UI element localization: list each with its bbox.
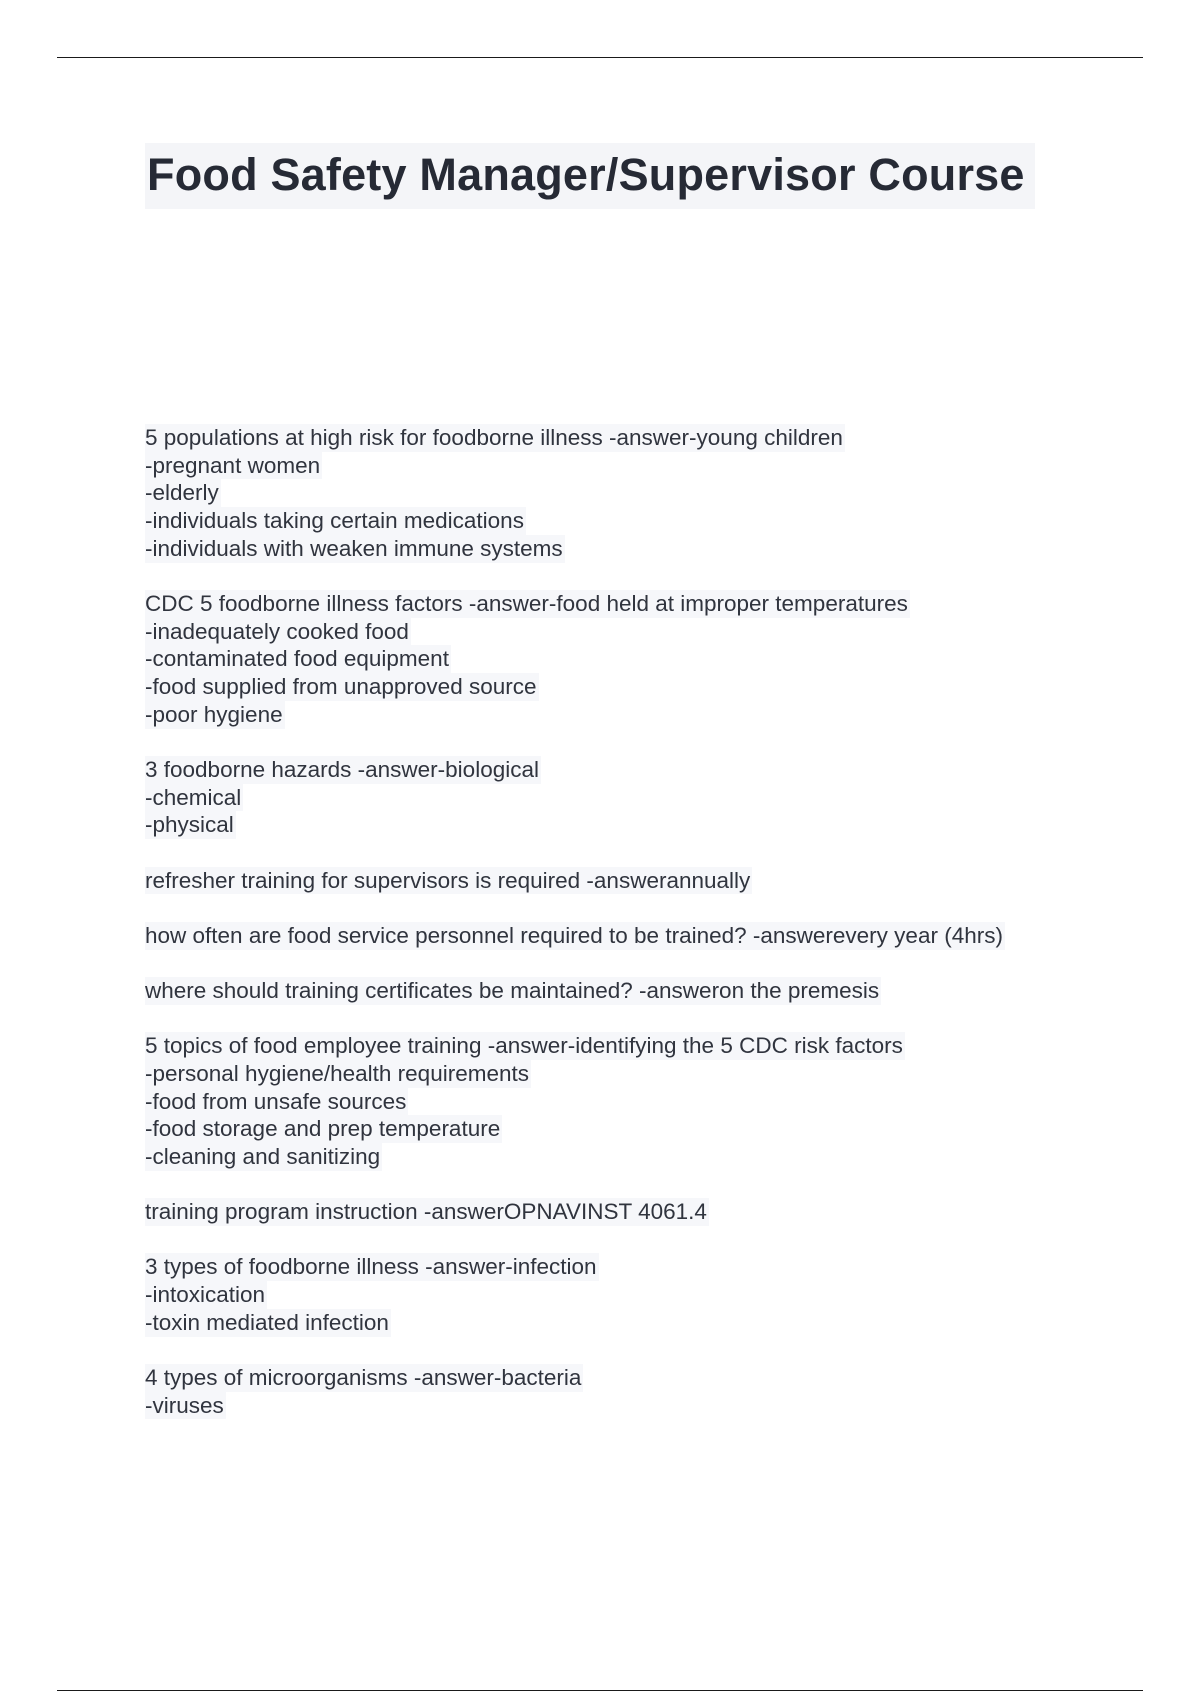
qa-answer-line: -physical: [145, 812, 234, 838]
qa-question-line: where should training certificates be maintained? -answeron the premesis: [145, 978, 880, 1004]
qa-answer-line: -pregnant women: [145, 452, 321, 478]
qa-item: [145, 756, 1105, 839]
qa-answer-line: -food from unsafe sources: [145, 1088, 407, 1114]
qa-answer-line: -individuals taking certain medications: [145, 508, 524, 534]
page-title: Food Safety Manager/Supervisor Course: [145, 143, 1035, 209]
qa-answer-line: -cleaning and sanitizing: [145, 1144, 381, 1170]
qa-question-line: how often are food service personnel required to be trained? -answerevery year (4hrs): [145, 922, 1003, 948]
qa-answer-line: -personal hygiene/health requirements: [145, 1060, 529, 1086]
qa-answer-line: -viruses: [145, 1392, 224, 1418]
qa-answer-line: -food supplied from unapproved source: [145, 674, 537, 700]
qa-item: [145, 590, 1105, 729]
qa-question-line: 3 foodborne hazards -answer-biological: [145, 757, 539, 783]
qa-question-line: 5 topics of food employee training -answer-identifying the 5 CDC risk factors: [145, 1033, 903, 1059]
qa-item: [145, 1364, 1105, 1419]
qa-answer-line: -contaminated food equipment: [145, 646, 449, 672]
qa-item: [145, 922, 1105, 950]
qa-question-line: 5 populations at high risk for foodborne illness -answer-young children: [145, 425, 843, 450]
qa-item: [145, 1253, 1105, 1336]
qa-answer-line: -inadequately cooked food: [145, 618, 409, 644]
qa-item: [145, 424, 1105, 563]
qa-question-line: training program instruction -answerOPNAVINST 4061.4: [145, 1199, 707, 1225]
qa-answer-line: -toxin mediated infection: [145, 1309, 389, 1335]
qa-question-line: 3 types of foodborne illness -answer-infection: [145, 1254, 597, 1280]
qa-answer-line: -poor hygiene: [145, 701, 283, 727]
qa-item: [145, 1032, 1105, 1171]
qa-answer-line: -individuals with weaken immune systems: [145, 535, 563, 561]
qa-item: [145, 977, 1105, 1005]
qa-question-line: 4 types of microorganisms -answer-bacteria: [145, 1365, 582, 1391]
qa-item: [145, 1198, 1105, 1226]
qa-answer-line: -elderly: [145, 480, 219, 506]
qa-item: [145, 867, 1105, 895]
top-rule: [57, 57, 1143, 58]
qa-question-line: CDC 5 foodborne illness factors -answer-food held at improper temperatures: [145, 591, 908, 617]
qa-list: [145, 424, 1105, 1447]
qa-answer-line: -chemical: [145, 784, 242, 810]
qa-answer-line: -food storage and prep temperature: [145, 1116, 501, 1142]
qa-answer-line: -intoxication: [145, 1282, 266, 1308]
qa-question-line: refresher training for supervisors is required -answerannually: [145, 867, 751, 893]
bottom-rule: [57, 1690, 1143, 1691]
